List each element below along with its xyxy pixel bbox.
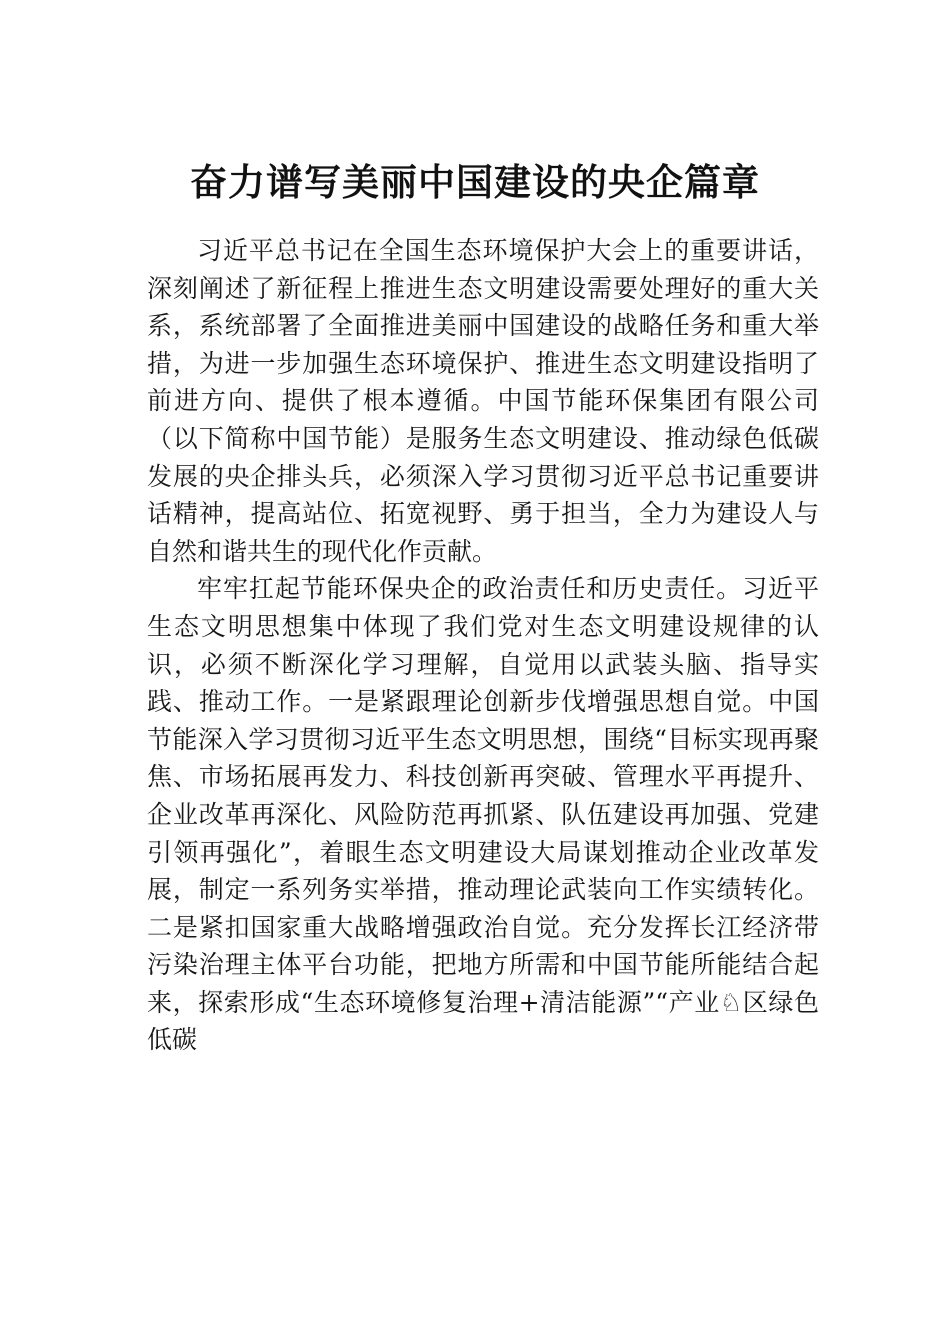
document-title: 奋力谱写美丽中国建设的央企篇章: [190, 160, 760, 204]
body-paragraph: 习近平总书记在全国生态环境保护大会上的重要讲话，深刻阐述了新征程上推进生态文明建设需要处理好的重大关系，系统部署了全面推进美丽中国建设的战略任务和重大举措，为进一步加强生态环境保护、推进生态文明建设指明了前进方向、提供了根本遵循。中国节能环保集团有限公司（以下简称中国节能）是服务生态文明建设、推动绿色低碳发展的央企排头兵，必须深入学习贯彻习近平总书记重要讲话精神，提高站位、拓宽视野、勇于担当，全力为建设人与自然和谐共生的现代化作贡献。: [147, 236, 819, 566]
body-paragraph: 牢牢扛起节能环保央企的政治责任和历史责任。习近平生态文明思想集中体现了我们党对生态文明建设规律的认识，必须不断深化学习理解，自觉用以武装头脑、指导实践、推动工作。一是紧跟理论创新步伐增强思想自觉。中国节能深入学习贯彻习近平生态文明思想，围绕“目标实现再聚焦、市场拓展再发力、科技创新再突破、管理水平再提升、企业改革再深化、风险防范再抓紧、队伍建设再加强、党建引领再强化”，着眼生态文明建设大局谋划推动企业改革发展，制定一系列务实举措，推动理论武装向工作实绩转化。二是紧扣国家重大战略增强政治自觉。充分发挥长江经济带污染治理主体平台功能，把地方所需和中国节能所能结合起来，探索形成“生态环境修复治理+清洁能源”“产业♘区绿色低碳: [147, 574, 819, 1055]
document-body: [147, 232, 819, 1059]
